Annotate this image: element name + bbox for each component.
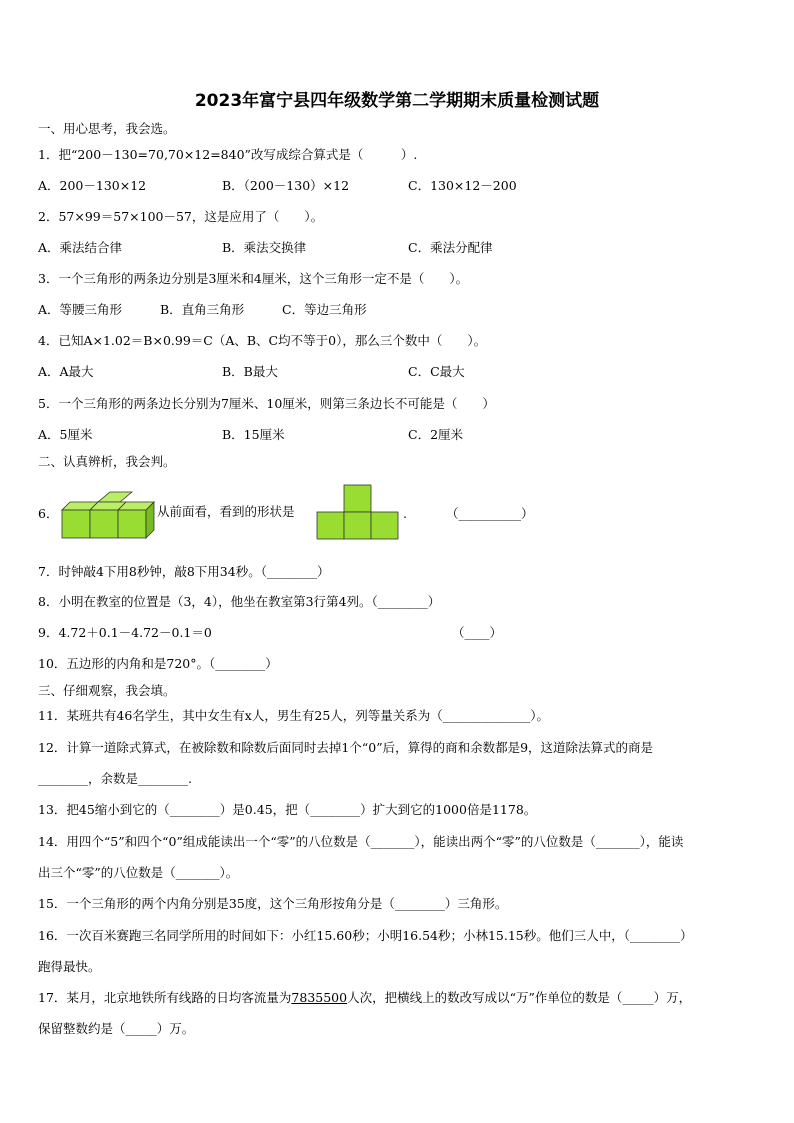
question-13: 13．把45缩小到它的（________）是0.45，把（________）扩大到它的1000倍是1178。	[38, 802, 537, 817]
question-11: 11．某班共有46名学生，其中女生有x人，男生有25人，列等量关系为（______________）。	[38, 708, 550, 723]
q6-answer-blank: （__________）	[446, 506, 534, 521]
q6-text: 从前面看，看到的形状是	[157, 504, 295, 519]
question-17-line-1	[38, 989, 691, 1007]
question-2: 2．57×99＝57×100－57，这是应用了（ ）。	[38, 209, 324, 224]
question-16-line-1: 16．一次百米赛跑三名同学所用的时间如下：小红15.60秒；小明16.54秒；小林15.15秒。他们三人中，（________）	[38, 928, 693, 943]
q1-option-c: C．130×12－200	[408, 178, 517, 193]
q5-option-c: C．2厘米	[408, 427, 464, 442]
question-17-line-2: 保留整数约是（_____）万。	[38, 1021, 195, 1036]
q17-underlined-number: 7835500	[291, 990, 348, 1005]
q3-option-a: A．等腰三角形	[38, 302, 123, 317]
q9-answer-blank: （____）	[452, 625, 503, 640]
question-5: 5．一个三角形的两条边长分别为7厘米、10厘米，则第三条边长不可能是（ ）	[38, 396, 495, 411]
question-8: 8．小明在教室的位置是（3，4），他坐在教室第3行第4列。（________）	[38, 594, 441, 609]
page-title: 2023年富宁县四年级数学第二学期期末质量检测试题	[194, 91, 600, 111]
q3-option-c: C．等边三角形	[282, 302, 367, 317]
q2-option-a: A．乘法结合律	[38, 240, 123, 255]
q4-option-b: B．B最大	[222, 364, 278, 379]
q3-option-b: B．直角三角形	[160, 302, 245, 317]
question-16-line-2: 跑得最快。	[38, 959, 101, 974]
q17-prefix: 17．某月，北京地铁所有线路的日均客流量为	[38, 990, 292, 1005]
question-1: 1．把“200－130=70,70×12=840”改写成综合算式是（ ）.	[38, 147, 418, 162]
front-view-shape	[316, 484, 400, 540]
question-12-line-2: ________，余数是________.	[38, 771, 192, 786]
section-heading-2: 二、认真辨析，我会判。	[38, 454, 176, 469]
cube-stack-figure	[60, 490, 160, 542]
q5-option-a: A．5厘米	[38, 427, 93, 442]
q1-option-a: A．200－130×12	[38, 178, 147, 193]
q2-option-c: C．乘法分配律	[408, 240, 493, 255]
q2-option-b: B．乘法交换律	[222, 240, 307, 255]
question-12-line-1: 12．计算一道除式算式，在被除数和除数后面同时去掉1个“0”后，算得的商和余数都是9，这道除法算式的商是	[38, 740, 654, 755]
q4-option-c: C．C最大	[408, 364, 465, 379]
section-heading-3: 三、仔细观察，我会填。	[38, 683, 176, 698]
question-3: 3．一个三角形的两条边分别是3厘米和4厘米，这个三角形一定不是（ ）。	[38, 271, 469, 286]
q5-option-b: B．15厘米	[222, 427, 285, 442]
question-10: 10．五边形的内角和是720°。（________）	[38, 656, 278, 671]
q6-number: 6．	[38, 506, 59, 521]
question-14-line-1: 14．用四个“5”和四个“0”组成能读出一个“零”的八位数是（_______），能读出两个“零”的八位数是（_______），能读	[38, 834, 684, 849]
q4-option-a: A．A最大	[38, 364, 94, 379]
question-15: 15．一个三角形的两个内角分别是35度，这个三角形按角分是（________）三角形。	[38, 896, 508, 911]
section-heading-1: 一、用心思考，我会选。	[38, 121, 176, 136]
question-9: 9．4.72＋0.1－4.72－0.1＝0	[38, 625, 212, 640]
question-7: 7．时钟敲4下用8秒钟，敲8下用34秒。（________）	[38, 564, 330, 579]
q1-option-b: B．（200－130）×12	[222, 178, 350, 193]
q6-period: .	[403, 506, 407, 521]
question-4: 4．已知A×1.02＝B×0.99＝C（A、B、C均不等于0），那么三个数中（ ）。	[38, 333, 487, 348]
question-14-line-2: 出三个“零”的八位数是（_______）。	[38, 865, 239, 880]
q17-suffix: 人次，把横线上的数改写成以“万”作单位的数是（_____）万，	[347, 990, 692, 1005]
